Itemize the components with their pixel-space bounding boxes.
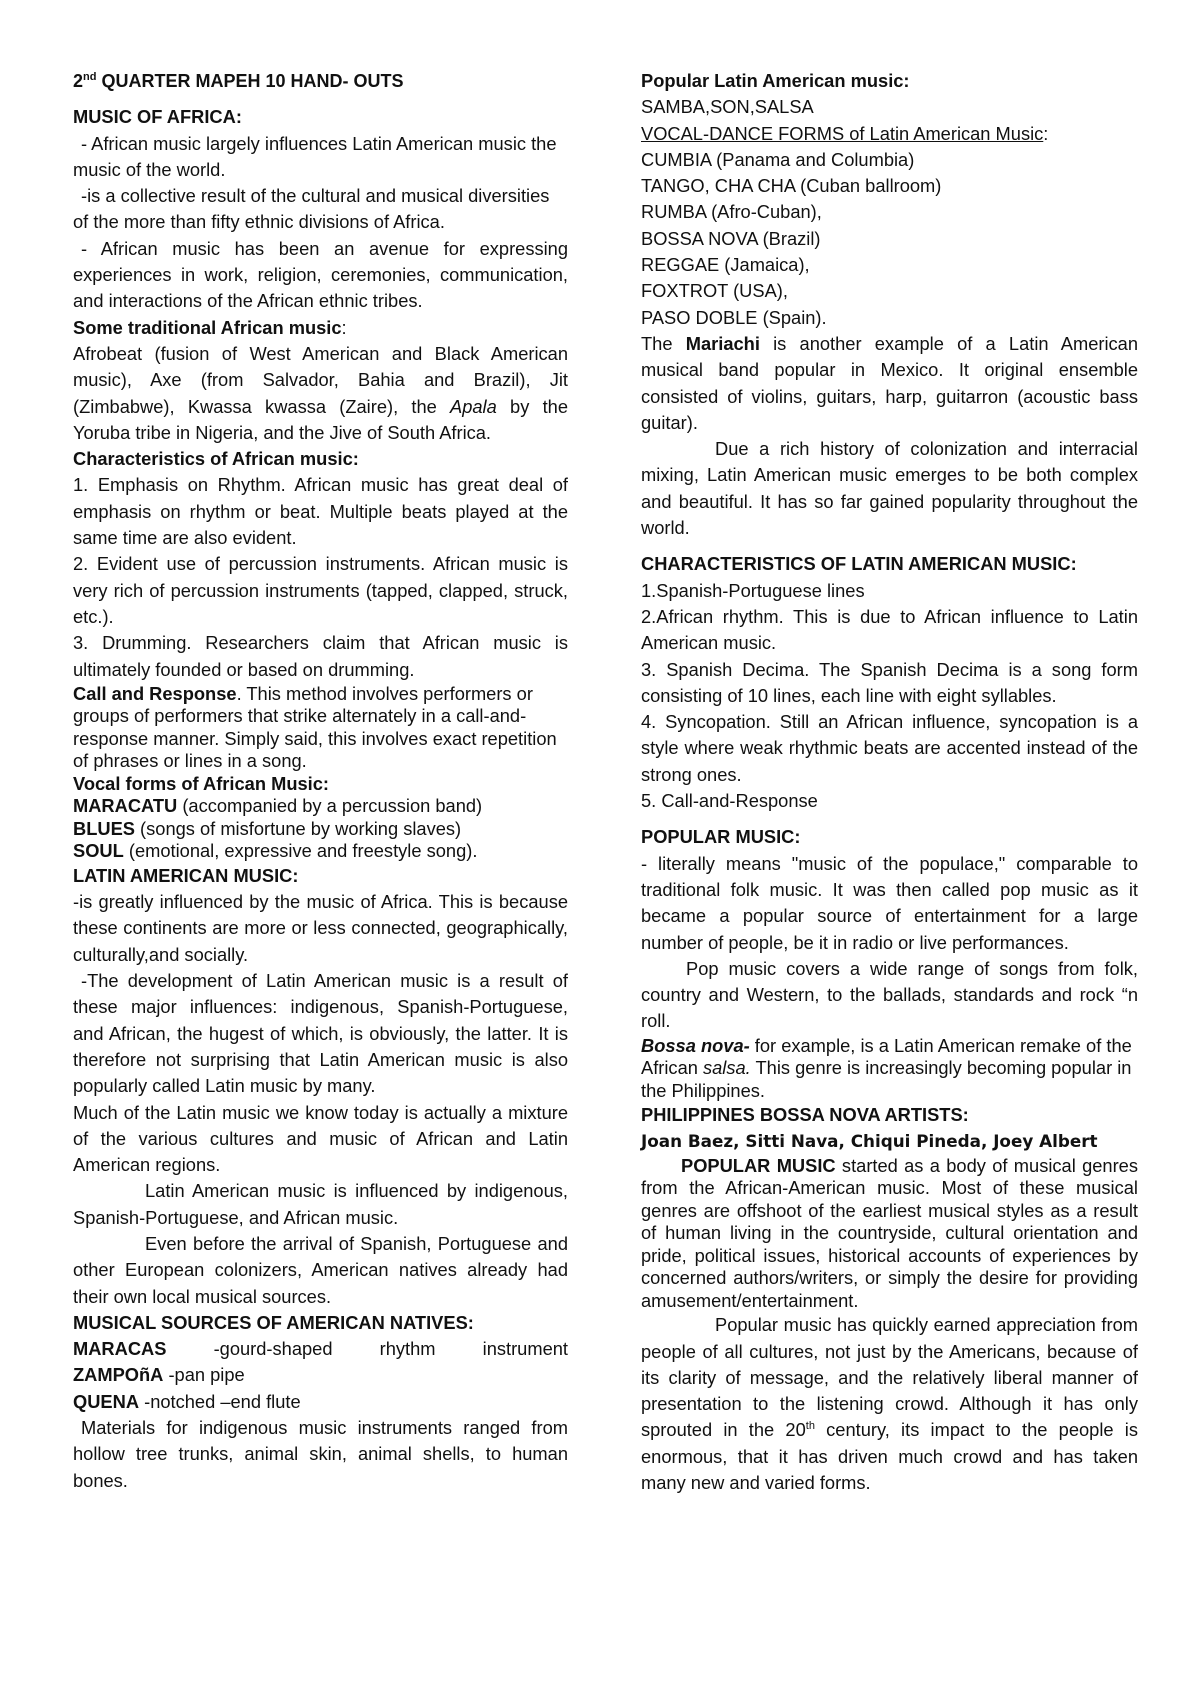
philippines-artists-list: Joan Baez, Sitti Nava, Chiqui Pineda, Joey Albert — [641, 1131, 1098, 1152]
latin-characteristics-heading: CHARACTERISTICS OF LATIN AMERICAN MUSIC: — [641, 553, 1077, 575]
africa-paragraph: -is a collective result of the cultural and musical diversities of the more than fifty ethnic divisions of Africa. — [73, 185, 550, 233]
sources-heading: MUSICAL SOURCES OF AMERICAN NATIVES: — [73, 1311, 474, 1333]
mariachi-paragraph: The Mariachi is another example of a Latin American musical band popular in Mexico. It original ensemble consisted of violins, guitars, harp, guitarron (acoustic bass guitar). — [641, 332, 1138, 433]
vocal-form-item: SOUL (emotional, expressive and freestyle song). — [73, 840, 478, 862]
vocal-forms-heading: Vocal forms of African Music: — [73, 772, 329, 794]
latin-characteristic-item: 5. Call-and-Response — [641, 790, 818, 812]
spacer — [641, 814, 1138, 824]
traditional-heading: Some traditional African music: — [73, 316, 347, 338]
characteristics-heading: Characteristics of African music: — [73, 448, 359, 470]
popular-music-heading: POPULAR MUSIC: — [641, 826, 801, 848]
vocal-dance-item: BOSSA NOVA (Brazil) — [641, 227, 821, 249]
africa-paragraph: - African music has been an avenue for expressing experiences in work, religion, ceremonies, communication, and interactions of the African ethnic tribes. — [73, 237, 568, 312]
latin-characteristic-item: 3. Spanish Decima. The Spanish Decima is a song form consisting of 10 lines, each line with eight syllables. — [641, 658, 1138, 706]
characteristic-item: 3. Drumming. Researchers claim that African music is ultimately founded or based on drumming. — [73, 632, 568, 680]
latin-heading: LATIN AMERICAN MUSIC: — [73, 864, 299, 886]
latin-characteristic-item: 1.Spanish-Portuguese lines — [641, 579, 865, 601]
appreciation-paragraph: Popular music has quickly earned appreciation from people of all cultures, not just by the Americans, because of its clarity of message, and the relatively liberal manner of presentation to the listening crowd. Although it has only sprouted in the 20th century, its impact to the people is enormous, that it has driven much crowd and has taken many new and varied forms. — [641, 1314, 1138, 1494]
popular-music-paragraph: Pop music covers a wide range of songs from folk, country and Western, to the ballads, standards and rock “n roll. — [641, 957, 1138, 1032]
popular-music-origin-paragraph: POPULAR MUSIC started as a body of musical genres from the African-American music. Most of these musical genres are offshoot of the earliest musical styles as a result of human living in the countryside, cultural orientation and pride, political issues, historical accounts of experiences by concerned authors/writers, or simply the desire for providing amusement/entertainment. — [641, 1154, 1138, 1311]
vocal-dance-item: FOXTROT (USA), — [641, 280, 788, 302]
call-and-response-paragraph: Call and Response. This method involves performers or groups of performers that strike alternately in a call-and-response manner. Simply said, this involves exact repetition of phrases or lines in a song. — [73, 682, 557, 772]
popular-latin-list: SAMBA,SON,SALSA — [641, 96, 814, 118]
vocal-dance-item: REGGAE (Jamaica), — [641, 254, 810, 276]
source-item: ZAMPOñA -pan pipe — [73, 1364, 245, 1386]
latin-paragraph: Much of the Latin music we know today is actually a mixture of the various cultures and music of African and Latin American regions. — [73, 1101, 568, 1176]
bossa-nova-paragraph: Bossa nova- for example, is a Latin American remake of the African salsa. This genre is increasingly becoming popular in the Philippines. — [641, 1034, 1132, 1101]
vocal-form-item: MARACATU (accompanied by a percussion band) — [73, 795, 483, 817]
vocal-dance-item: PASO DOBLE (Spain). — [641, 306, 827, 328]
materials-paragraph: Materials for indigenous music instruments ranged from hollow tree trunks, animal skin, animal shells, to human bones. — [73, 1417, 568, 1491]
philippines-artists-heading: PHILIPPINES BOSSA NOVA ARTISTS: — [641, 1104, 969, 1126]
africa-heading: MUSIC OF AFRICA: — [73, 106, 242, 128]
popular-music-paragraph: - literally means "music of the populace," comparable to traditional folk music. It was then called pop music as it became a popular source of entertainment for a large number of people, be it in radio or live performances. — [641, 852, 1138, 953]
latin-paragraph: -is greatly influenced by the music of Africa. This is because these continents are more or less connected, geographically, culturally,and socially. — [73, 891, 568, 965]
right-column — [641, 68, 1138, 1496]
left-column — [73, 68, 568, 1494]
latin-characteristic-item: 4. Syncopation. Still an African influence, syncopation is a style where weak rhythmic beats are accented instead of the strong ones. — [641, 711, 1138, 785]
vocal-dance-item: CUMBIA (Panama and Columbia) — [641, 148, 915, 170]
source-item: MARACAS -gourd-shaped rhythm instrument — [73, 1338, 568, 1360]
vocal-dance-heading: VOCAL-DANCE FORMS of Latin American Music: — [641, 122, 1049, 144]
history-paragraph: Due a rich history of colonization and interracial mixing, Latin American music emerges to be both complex and beautiful. It has so far gained popularity throughout the world. — [641, 438, 1138, 539]
source-item: QUENA -notched –end flute — [73, 1390, 301, 1412]
africa-paragraph: - African music largely influences Latin American music the music of the world. — [73, 132, 557, 180]
traditional-list: Afrobeat (fusion of West American and Black American music), Axe (from Salvador, Bahia and Brazil), Jit (Zimbabwe), Kwassa kwassa (Zaire), the Apala by the Yoruba tribe in Nigeria, and the Jive of South Africa. — [73, 342, 568, 443]
latin-paragraph: -The development of Latin American music is a result of these major influences: indigenous, Spanish-Portuguese, and African, the hugest of which, is obviously, the latter. It is therefore not surprising that Latin American music is also popularly called Latin music by many. — [73, 970, 568, 1097]
characteristic-item: 1. Emphasis on Rhythm. African music has great deal of emphasis on rhythm or beat. Multiple beats played at the same time are also evident. — [73, 474, 568, 549]
popular-latin-heading: Popular Latin American music: — [641, 70, 910, 91]
spacer — [641, 541, 1138, 551]
vocal-dance-item: TANGO, CHA CHA (Cuban ballroom) — [641, 175, 942, 197]
latin-characteristic-item: 2.African rhythm. This is due to African influence to Latin American music. — [641, 605, 1138, 654]
characteristic-item: 2. Evident use of percussion instruments. African music is very rich of percussion instruments (tapped, clapped, struck, etc.). — [73, 553, 568, 627]
document-title: 2nd QUARTER MAPEH 10 HAND- OUTS — [73, 71, 404, 91]
latin-paragraph: Latin American music is influenced by indigenous, Spanish-Portuguese, and African music. — [73, 1180, 568, 1228]
vocal-dance-item: RUMBA (Afro-Cuban), — [641, 201, 822, 223]
latin-paragraph: Even before the arrival of Spanish, Portuguese and other European colonizers, American natives already had their own local musical sources. — [73, 1232, 568, 1307]
vocal-form-item: BLUES (songs of misfortune by working slaves) — [73, 817, 462, 839]
